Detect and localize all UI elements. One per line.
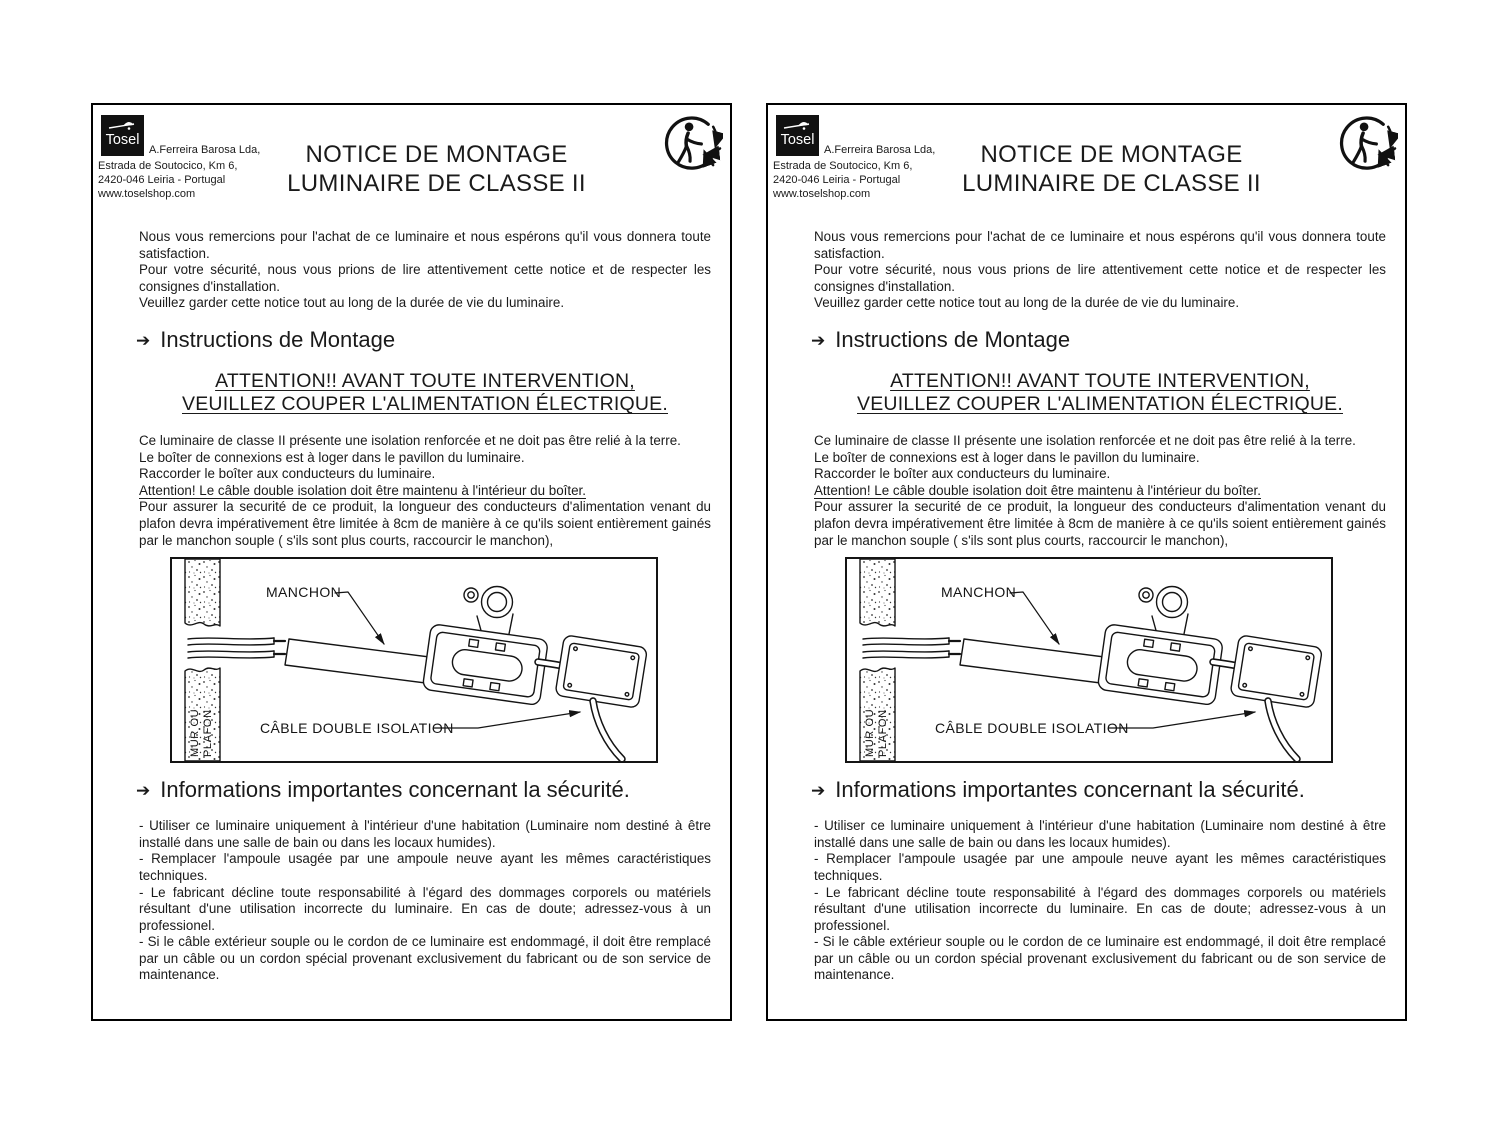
- safety-item-1: - Utiliser ce luminaire uniquement à l'intérieur d'une habitation (Luminaire nom destiné à être installé dans une salle de bain ou dans les locaux humides).: [139, 818, 711, 850]
- triman-figure: [667, 118, 721, 168]
- instruction-page-2: [766, 103, 1407, 1021]
- label-cable-double-isolation: CÂBLE DOUBLE ISOLATION: [260, 720, 454, 737]
- label-mur-ou: MUR OU: [189, 708, 201, 758]
- page-title: [213, 141, 660, 198]
- safety-item-3: - Le fabricant décline toute responsabilité à l'égard des dommages corporels ou matériels résultant d'une utilisation incorrecte du luminaire. En cas de doute; adressez-vous à un professionel.: [139, 884, 711, 933]
- company-name: A.Ferreira Barosa Lda,: [149, 144, 261, 156]
- label-cable-double-isolation: CÂBLE DOUBLE ISOLATION: [935, 720, 1129, 737]
- instruction-page-1: [91, 103, 732, 1021]
- title-line-1: NOTICE DE MONTAGE: [980, 141, 1243, 168]
- mounting-diagram-drawing: [847, 559, 1331, 761]
- connection-box: [422, 587, 548, 706]
- power-warning: [139, 370, 711, 417]
- cable-warning-text: Attention! Le câble double isolation doit être maintenu à l'intérieur du boîter.: [814, 482, 1261, 498]
- safety-list: [93, 818, 730, 984]
- safety-list: [768, 818, 1405, 984]
- section-heading-montage-text: Instructions de Montage: [835, 326, 1071, 352]
- cable-leader-line: [1109, 712, 1255, 728]
- page-header: [768, 105, 1405, 223]
- manchon-leader-line: [1010, 592, 1059, 644]
- supply-wires: [188, 638, 285, 658]
- logo-text: Tosel: [105, 132, 140, 148]
- mounting-diagram-drawing: [172, 559, 656, 761]
- company-address-city: 2420-046 Leiria - Portugal: [773, 174, 901, 186]
- intro-paragraph-3: Veuillez garder cette notice tout au long de la durée de vie du luminaire.: [814, 295, 1240, 311]
- safety-item-4: - Si le câble extérieur souple ou le cordon de ce luminaire est endommagé, il doit être remplacé par un câble ou un cordon spécial provenant exclusivement du fabricant ou de son service de maintenance.: [139, 934, 711, 983]
- company-address-street: Estrada de Soutocico, Km 6,: [773, 160, 913, 172]
- power-warning-line-1: ATTENTION!! AVANT TOUTE INTERVENTION,: [890, 369, 1310, 392]
- class2-note-line-1: Ce luminaire de classe II présente une isolation renforcée et ne doit pas être relié à la terre.: [139, 432, 681, 448]
- safety-item-4: - Si le câble extérieur souple ou le cordon de ce luminaire est endommagé, il doit être remplacé par un câble ou un cordon spécial provenant exclusivement du fabricant ou de son service de maintenance.: [814, 934, 1386, 983]
- power-warning-line-1: ATTENTION!! AVANT TOUTE INTERVENTION,: [215, 369, 635, 392]
- mounting-diagram: [170, 557, 658, 763]
- intro-paragraph-1: Nous vous remercions pour l'achat de ce luminaire et nous espérons qu'il vous donnera toute satisfaction.: [139, 229, 711, 261]
- supply-wires: [863, 638, 960, 658]
- page-title: [888, 141, 1335, 198]
- conductor-length-note: Pour assurer la securité de ce produit, la longueur des conducteurs d'alimentation venant du plafon devra impérativement être limitée à 8cm de manière à ce qu'ils soient entièrement gainés par le manchon souple ( s'ils sont plus courts, raccourcir le manchon),: [814, 499, 1386, 548]
- cable-warning: [814, 483, 1386, 500]
- section-heading-securite-text: Informations importantes concernant la sécurité.: [160, 777, 630, 803]
- class2-note-line-1: Ce luminaire de classe II présente une isolation renforcée et ne doit pas être relié à la terre.: [814, 432, 1356, 448]
- tosel-logo: [776, 115, 819, 156]
- title-line-2: LUMINAIRE DE CLASSE II: [287, 169, 586, 197]
- cover-plate: [1230, 635, 1323, 708]
- power-warning-line-2: VEUILLEZ COUPER L'ALIMENTATION ÉLECTRIQUE.: [857, 393, 1343, 416]
- intro-paragraph-2: Pour votre sécurité, nous vous prions de lire attentivement cette notice et de respecter les consignes d'installation.: [139, 262, 711, 294]
- company-website: www.toselshop.com: [773, 188, 871, 200]
- double-insulated-cable-tail: [593, 701, 622, 759]
- connection-box: [1097, 587, 1223, 706]
- triman-figure: [1342, 118, 1396, 168]
- page-header: [93, 105, 730, 223]
- title-line-1: NOTICE DE MONTAGE: [305, 141, 568, 168]
- power-warning: [814, 370, 1386, 417]
- tosel-logo: [101, 115, 144, 156]
- logo-lamp-bulb: [803, 127, 806, 130]
- section-heading-montage-text: Instructions de Montage: [160, 326, 396, 352]
- section-heading-securite-text: Informations importantes concernant la sécurité.: [835, 777, 1305, 803]
- mounting-diagram: [845, 557, 1333, 763]
- label-manchon: MANCHON: [941, 584, 1017, 601]
- class2-note-line-2: Le boîter de connexions est à loger dans le pavillon du luminaire.: [139, 449, 525, 465]
- title-line-2: LUMINAIRE DE CLASSE II: [962, 169, 1261, 197]
- arrow-bullet-icon: ➔: [811, 781, 826, 801]
- arrow-bullet-icon: ➔: [136, 781, 151, 801]
- triman-recycling-icon: [664, 114, 723, 173]
- section-heading-montage: [811, 327, 1386, 353]
- safety-item-2: - Remplacer l'ampoule usagée par une ampoule neuve ayant les mêmes caractéristiques techniques.: [139, 851, 711, 883]
- logo-text: Tosel: [780, 132, 815, 148]
- double-insulated-cable-tail: [1268, 701, 1297, 759]
- class2-note-line-2: Le boîter de connexions est à loger dans le pavillon du luminaire.: [814, 449, 1200, 465]
- manchon-leader-line: [335, 592, 384, 644]
- class2-note-line-3: Raccorder le boîter aux conducteurs du luminaire.: [814, 466, 1111, 482]
- intro-paragraph-3: Veuillez garder cette notice tout au long de la durée de vie du luminaire.: [139, 295, 565, 311]
- conductor-length-note: Pour assurer la securité de ce produit, la longueur des conducteurs d'alimentation venant du plafon devra impérativement être limitée à 8cm de manière à ce qu'ils soient entièrement gainés par le manchon souple ( s'ils sont plus courts, raccourcir le manchon),: [139, 499, 711, 548]
- cable-leader-line: [434, 712, 580, 728]
- safety-item-3: - Le fabricant décline toute responsabilité à l'égard des dommages corporels ou matériels résultant d'une utilisation incorrecte du luminaire. En cas de doute; adressez-vous à un professionel.: [814, 884, 1386, 933]
- label-plafon: PLAFON: [877, 709, 889, 758]
- safety-item-1: - Utiliser ce luminaire uniquement à l'intérieur d'une habitation (Luminaire nom destiné à être installé dans une salle de bain ou dans les locaux humides).: [814, 818, 1386, 850]
- company-website: www.toselshop.com: [98, 188, 196, 200]
- cable-warning: [139, 483, 711, 500]
- arrow-bullet-icon: ➔: [136, 330, 151, 350]
- arrow-bullet-icon: ➔: [811, 330, 826, 350]
- power-warning-line-2: VEUILLEZ COUPER L'ALIMENTATION ÉLECTRIQUE.: [182, 393, 668, 416]
- intro-paragraph-1: Nous vous remercions pour l'achat de ce luminaire et nous espérons qu'il vous donnera toute satisfaction.: [814, 229, 1386, 261]
- label-manchon: MANCHON: [266, 584, 342, 601]
- safety-item-2: - Remplacer l'ampoule usagée par une ampoule neuve ayant les mêmes caractéristiques techniques.: [814, 851, 1386, 883]
- cable-warning-text: Attention! Le câble double isolation doit être maintenu à l'intérieur du boîter.: [139, 482, 586, 498]
- company-address-city: 2420-046 Leiria - Portugal: [98, 174, 226, 186]
- company-name: A.Ferreira Barosa Lda,: [824, 144, 936, 156]
- class2-note-line-3: Raccorder le boîter aux conducteurs du luminaire.: [139, 466, 436, 482]
- section-heading-montage: [136, 327, 711, 353]
- section-heading-securite: [136, 777, 711, 803]
- section-heading-securite: [811, 777, 1386, 803]
- cover-plate: [555, 635, 648, 708]
- label-mur-ou: MUR OU: [864, 708, 876, 758]
- intro-paragraph-2: Pour votre sécurité, nous vous prions de lire attentivement cette notice et de respecter les consignes d'installation.: [814, 262, 1386, 294]
- company-address-street: Estrada de Soutocico, Km 6,: [98, 160, 238, 172]
- logo-lamp-bulb: [128, 127, 131, 130]
- triman-recycling-icon: [1339, 114, 1398, 173]
- label-plafon: PLAFON: [202, 709, 214, 758]
